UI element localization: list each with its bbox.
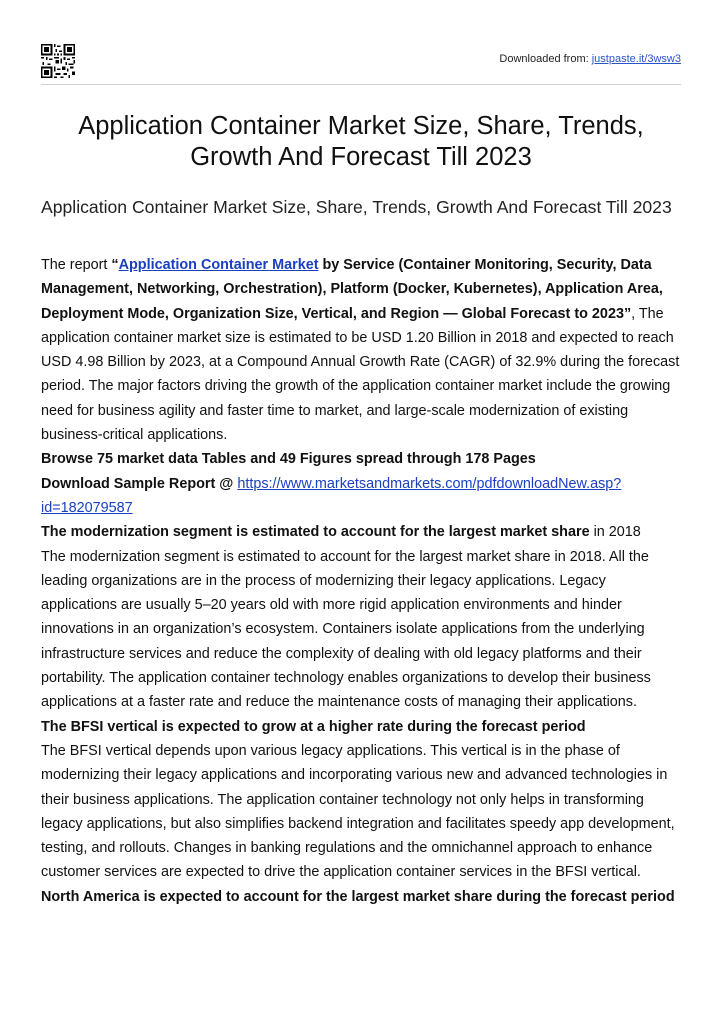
download-source — [499, 53, 681, 65]
section-bfsi-heading: The BFSI vertical is expected to grow at a higher rate during the forecast period — [41, 718, 586, 735]
section-north-america-heading: North America is expected to account for the largest market share during the forecast period — [41, 888, 675, 905]
downloaded-from-label: Downloaded from: — [499, 53, 592, 65]
section-modernization-text: The modernization segment is estimated to account for the largest market share in 2018. All the leading organizations are in the process of modernizing their legacy applications. Legacy applications are usually 5–20 years old with more rigid application environments and hinder innovations in an organization’s ecosystem. Containers isolate applications from the underlying infrastructure services and reduce the complexity of dealing with old legacy platforms and their portability. The application container technology enables organizations to develop their business applications at a faster rate and reduce the maintenance costs of managing their applications. — [41, 548, 651, 711]
browse-text: Browse 75 market data Tables and 49 Figures spread through 178 Pages — [41, 451, 536, 468]
page-subtitle: Application Container Market Size, Share, Trends, Growth And Forecast Till 2023 — [41, 197, 672, 217]
intro-paragraph — [41, 253, 683, 447]
download-line — [41, 472, 683, 521]
download-label: Download Sample Report @ — [41, 475, 238, 492]
qr-code-icon — [41, 44, 75, 78]
article-body — [41, 253, 683, 909]
page-header — [41, 44, 681, 78]
intro-text: , The application container market size is estimated to be USD 1.20 Billion in 2018 and expected to reach USD 4.98 Billion by 2023, at a Compound Annual Growth Rate (CAGR) of 32.9% during the forecast period. The major factors driving the growth of the application container market include the growing need for business agility and faster time to market, and large-scale modernization of existing business-critical applications. — [41, 305, 680, 444]
browse-line — [41, 447, 683, 471]
section-modernization — [41, 520, 683, 544]
intro-open-quote: “ — [111, 257, 119, 273]
intro-prefix: The report — [41, 257, 112, 273]
section-bfsi — [41, 715, 683, 739]
page-title: Application Container Market Size, Share, Trends, Growth And Forecast Till 2023 — [78, 112, 644, 171]
market-link[interactable]: Application Container Market — [118, 257, 319, 273]
section-bfsi-text: The BFSI vertical depends upon various legacy applications. This vertical is in the phase of modernizing their legacy applications and incorporating various new and advanced technologies in their business applications. The application container technology not only helps in transforming legacy applications, but also simplifies backend integration and facilitates speedy app development, testing, and rollouts. Changes in banking regulations and the omnichannel approach to enhance customer services are expected to drive the application container services in the BFSI vertical. — [41, 742, 675, 881]
report-title: by Service (Container Monitoring, Security, Data Management, Networking, Orchestration), Platform (Docker, Kubernetes), Application Area, Deployment Mode, Organization Size, Vertical, and Region — Global Forecast to 2023” — [41, 257, 663, 322]
source-link[interactable]: justpaste.it/3wsw3 — [591, 53, 681, 65]
section-modernization-heading: The modernization segment is estimated to account for the largest market share — [41, 524, 590, 541]
section-north-america — [41, 885, 683, 909]
section-modernization-heading-suffix: in 2018 — [589, 524, 641, 541]
download-link[interactable]: https://www.marketsandmarkets.com/pdfdownloadNew.asp?id=182079587 — [41, 475, 622, 516]
header-divider — [41, 84, 681, 85]
